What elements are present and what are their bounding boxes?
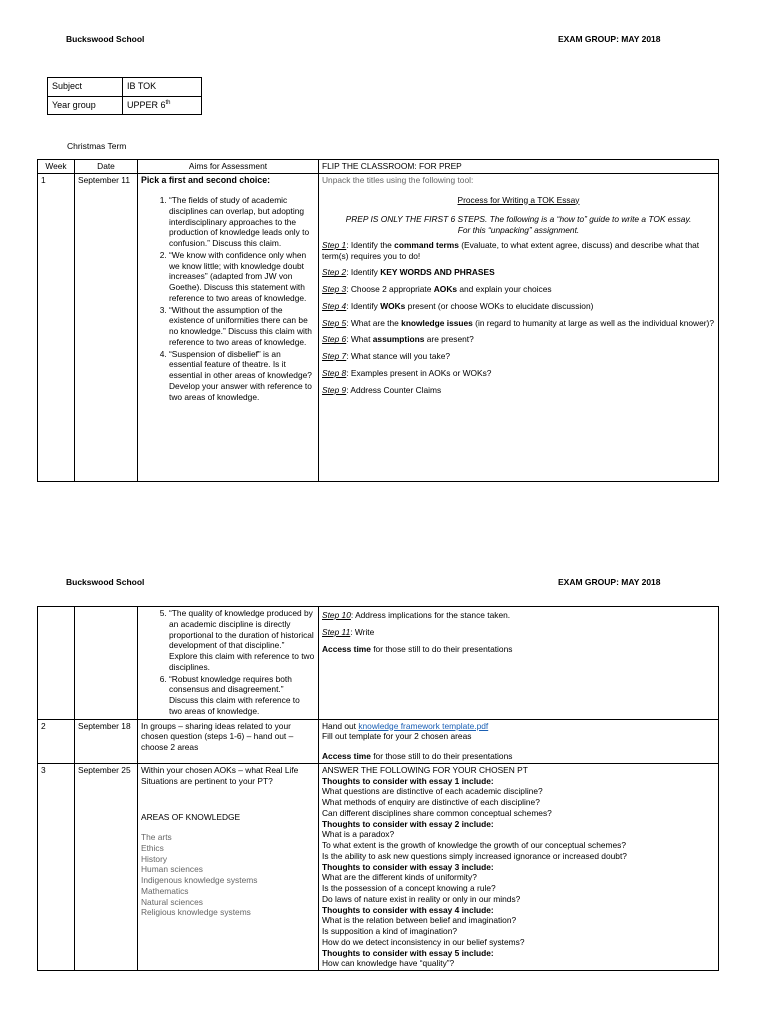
essay-title: 4. “Suspension of disbelief” is an essential feature of theatre. Is it essential in other areas of knowledge? Develop your answer with reference to two areas of knowledge. — [169, 349, 315, 403]
step-8 — [322, 368, 715, 379]
step-4 — [322, 301, 715, 312]
choice-instruction: Pick a first and second choice: — [141, 174, 271, 185]
essay-title: 1. “The fields of study of academic disciplines can overlap, but adopting interdisciplinary approaches to the production of knowledge leads only to confusion.” Discuss this claim. — [169, 195, 315, 249]
step-label: Step 8 — [322, 367, 347, 378]
aims-cell: In groups – sharing ideas related to your chosen question (steps 1-6) – hand out – choose 2 areas — [138, 719, 319, 763]
steps-list — [322, 240, 715, 396]
term-title: Christmas Term — [67, 141, 127, 151]
answer-heading: ANSWER THE FOLLOWING FOR YOUR CHOSEN PT — [322, 764, 528, 775]
week-cell: 3 — [38, 763, 75, 970]
step-label: Step 5 — [322, 317, 347, 328]
year-group-cell — [123, 96, 202, 115]
step-label: Step 11 — [322, 626, 351, 637]
process-title: Process for Writing a TOK Essay — [457, 194, 580, 205]
date-cell: September 18 — [75, 719, 138, 763]
aims-cell — [138, 763, 319, 970]
aok-heading: AREAS OF KNOWLEDGE — [141, 812, 241, 823]
step-label: Step 2 — [322, 267, 347, 278]
step-6 — [322, 334, 715, 345]
step-keyword: assumptions — [372, 334, 425, 345]
step-keyword: KEY WORDS AND PHRASES — [380, 267, 495, 278]
spacer — [322, 742, 715, 751]
aims-cell-continued — [138, 607, 319, 720]
step-text: : What stance will you take? — [346, 351, 451, 361]
step-text-rest: (Evaluate, to what extent agree, discuss) and describe what that term(s) requires you to do! — [322, 239, 700, 261]
week-cell-empty — [38, 607, 75, 720]
essay-titles-list — [141, 195, 315, 402]
subject-value: IB TOK — [123, 78, 202, 97]
step-7 — [322, 351, 715, 362]
step-label: Step 3 — [322, 284, 347, 294]
exam-group-page2: EXAM GROUP: MAY 2018 — [558, 577, 661, 587]
step-1 — [322, 240, 715, 262]
step-keyword: knowledge issues — [401, 317, 473, 328]
prep-note: PREP IS ONLY THE FIRST 6 STEPS. The following is a “how to” guide to write a TOK essay. For this “unpacking” assignment. — [345, 214, 692, 235]
step-10 — [322, 610, 715, 621]
step-text-rest: (in regard to humanity at large as well as the individual knower)? — [472, 317, 714, 328]
year-group-sup: th — [165, 99, 171, 106]
step-text: : Examples present in AOKs or WOKs? — [346, 367, 492, 378]
access-time-label: Access time — [322, 643, 371, 654]
aims-cell — [138, 173, 319, 481]
step-keyword: AOKs — [433, 284, 458, 294]
question-item: To what extent is the growth of knowledge the growth of our conceptual schemes? — [322, 840, 627, 850]
aok-item: Religious knowledge systems — [141, 907, 251, 918]
spacer — [141, 786, 315, 812]
aok-item: Human sciences — [141, 864, 203, 875]
spacer — [322, 186, 715, 195]
step-text: : What are the — [346, 317, 402, 328]
question-item: How can knowledge have “quality”? — [322, 958, 455, 969]
essay-3-heading: Thoughts to consider with essay 3 include: — [322, 861, 494, 872]
step-text: : What — [346, 334, 373, 345]
aok-item: History — [141, 853, 168, 864]
essay-title: 3. “Without the assumption of the existence of uniformities there can be no knowledge.” Discuss this claim with reference to two areas of knowledge. — [169, 305, 315, 348]
step-keyword: WOKs — [380, 300, 406, 311]
access-time-text: for those still to do their presentations — [370, 751, 513, 761]
hand-out-line — [322, 721, 715, 732]
essay-5-questions — [322, 958, 715, 969]
essay-title: 5. “The quality of knowledge produced by an academic discipline is directly proportional to the duration of historical development of that discipline.” Explore this claim with reference to two disciplines. — [169, 608, 315, 673]
step-label: Step 9 — [322, 384, 347, 395]
essay-1-questions — [322, 786, 715, 818]
aok-item: The arts — [141, 832, 172, 842]
question-item: What is the relation between belief and imagination? — [322, 915, 517, 926]
essay-title: 6. “Robust knowledge requires both consensus and disagreement.” Discuss this claim with reference to two areas of knowledge. — [169, 674, 315, 717]
question-item: Is the possession of a concept knowing a rule? — [322, 883, 496, 893]
step-text-rest: and explain your choices — [457, 284, 552, 294]
week-cell: 2 — [38, 719, 75, 763]
question-item: Is the ability to ask new questions simply increased ignorance or increased doubt? — [322, 850, 627, 861]
question-item: Can different disciplines share common conceptual schemes? — [322, 807, 552, 818]
week-cell: 1 — [38, 173, 75, 481]
aok-item: Indigenous knowledge systems — [141, 875, 258, 885]
essay-3-questions — [322, 872, 715, 904]
step-text: : Identify the — [346, 239, 395, 250]
prep-cell — [319, 763, 719, 970]
essay-2-heading: Thoughts to consider with essay 2 include: — [322, 818, 494, 829]
knowledge-framework-link[interactable]: knowledge framework template.pdf — [358, 720, 489, 731]
step-11 — [322, 627, 715, 638]
step-text: : Identify — [346, 267, 381, 278]
step-text: : Choose 2 appropriate — [346, 284, 434, 294]
date-cell: September 11 — [75, 173, 138, 481]
essay-1-heading: Thoughts to consider with essay 1 include: — [322, 775, 494, 786]
exam-group: EXAM GROUP: MAY 2018 — [558, 34, 661, 44]
essay-2-questions — [322, 829, 715, 861]
school-name-page2: Buckswood School — [66, 577, 145, 587]
question-item: Do laws of nature exist in reality or only in our minds? — [322, 893, 521, 904]
aok-item: Ethics — [141, 842, 164, 853]
header-flip-classroom: FLIP THE CLASSROOM: FOR PREP — [319, 160, 719, 174]
step-label: Step 7 — [322, 351, 347, 361]
year-group-label: Year group — [48, 96, 123, 115]
prep-cell-continued — [319, 607, 719, 720]
step-5 — [322, 318, 715, 329]
step-text-rest: present (or choose WOKs to elucidate discussion) — [405, 300, 594, 311]
question-item: What methods of enquiry are distinctive of each discipline? — [322, 797, 540, 807]
fill-template-text: Fill out template for your 2 chosen areas — [322, 731, 472, 742]
step-9 — [322, 385, 715, 396]
step-text: : Address Counter Claims — [346, 384, 442, 395]
date-cell: September 25 — [75, 763, 138, 970]
header-week: Week — [38, 160, 75, 174]
step-2 — [322, 267, 715, 278]
question-item: How do we detect inconsistency in our belief systems? — [322, 936, 525, 947]
step-label: Step 1 — [322, 239, 347, 250]
step-text-rest: are present? — [424, 334, 474, 345]
prep-cell — [319, 719, 719, 763]
question-item: What is a paradox? — [322, 829, 395, 840]
access-time-text: for those still to do their presentations — [370, 643, 513, 654]
step-text: : Address implications for the stance taken. — [350, 610, 511, 620]
question-item: What questions are distinctive of each academic discipline? — [322, 786, 543, 797]
question-item: Is supposition a kind of imagination? — [322, 926, 458, 936]
step-text: : Identify — [346, 300, 381, 311]
year-group-value: UPPER 6 — [127, 99, 166, 110]
hand-out-text: Hand out — [322, 720, 359, 731]
header-date: Date — [75, 160, 138, 174]
spacer — [141, 186, 315, 195]
essay-4-questions — [322, 915, 715, 947]
aok-list — [141, 832, 315, 918]
access-time-note — [322, 751, 715, 762]
date-cell-empty — [75, 607, 138, 720]
aok-item: Natural sciences — [141, 896, 203, 907]
spacer — [322, 205, 715, 214]
aim-text: Within your chosen AOKs – what Real Life Situations are pertinent to your PT? — [141, 764, 299, 786]
schedule-table-page2 — [37, 606, 719, 971]
step-label: Step 10 — [322, 610, 351, 620]
essay-5-heading: Thoughts to consider with essay 5 include: — [322, 947, 494, 958]
aok-item: Mathematics — [141, 885, 189, 896]
schedule-table-page1 — [37, 159, 719, 482]
essay-4-heading: Thoughts to consider with essay 4 include: — [322, 904, 494, 915]
access-time-label: Access time — [322, 751, 371, 761]
step-keyword: command terms — [394, 239, 459, 250]
spacer — [141, 823, 315, 832]
step-label: Step 4 — [322, 300, 347, 311]
essay-title: 2. “We know with confidence only when we know little; with knowledge doubt increases” (adapted from JW von Goethe). Discuss this statement with reference to two areas of knowledge. — [169, 250, 315, 304]
step-3 — [322, 284, 715, 295]
essay-titles-list-continued — [141, 608, 315, 717]
step-label: Step 6 — [322, 334, 347, 345]
step-text: : Write — [350, 626, 375, 637]
header-aims: Aims for Assessment — [138, 160, 319, 174]
subject-info-table — [47, 77, 202, 115]
subject-label: Subject — [48, 78, 123, 97]
unpack-instruction: Unpack the titles using the following tool: — [322, 174, 474, 185]
access-time-note — [322, 644, 715, 655]
prep-cell — [319, 173, 719, 481]
question-item: What are the different kinds of uniformity? — [322, 872, 477, 883]
school-name: Buckswood School — [66, 34, 145, 44]
